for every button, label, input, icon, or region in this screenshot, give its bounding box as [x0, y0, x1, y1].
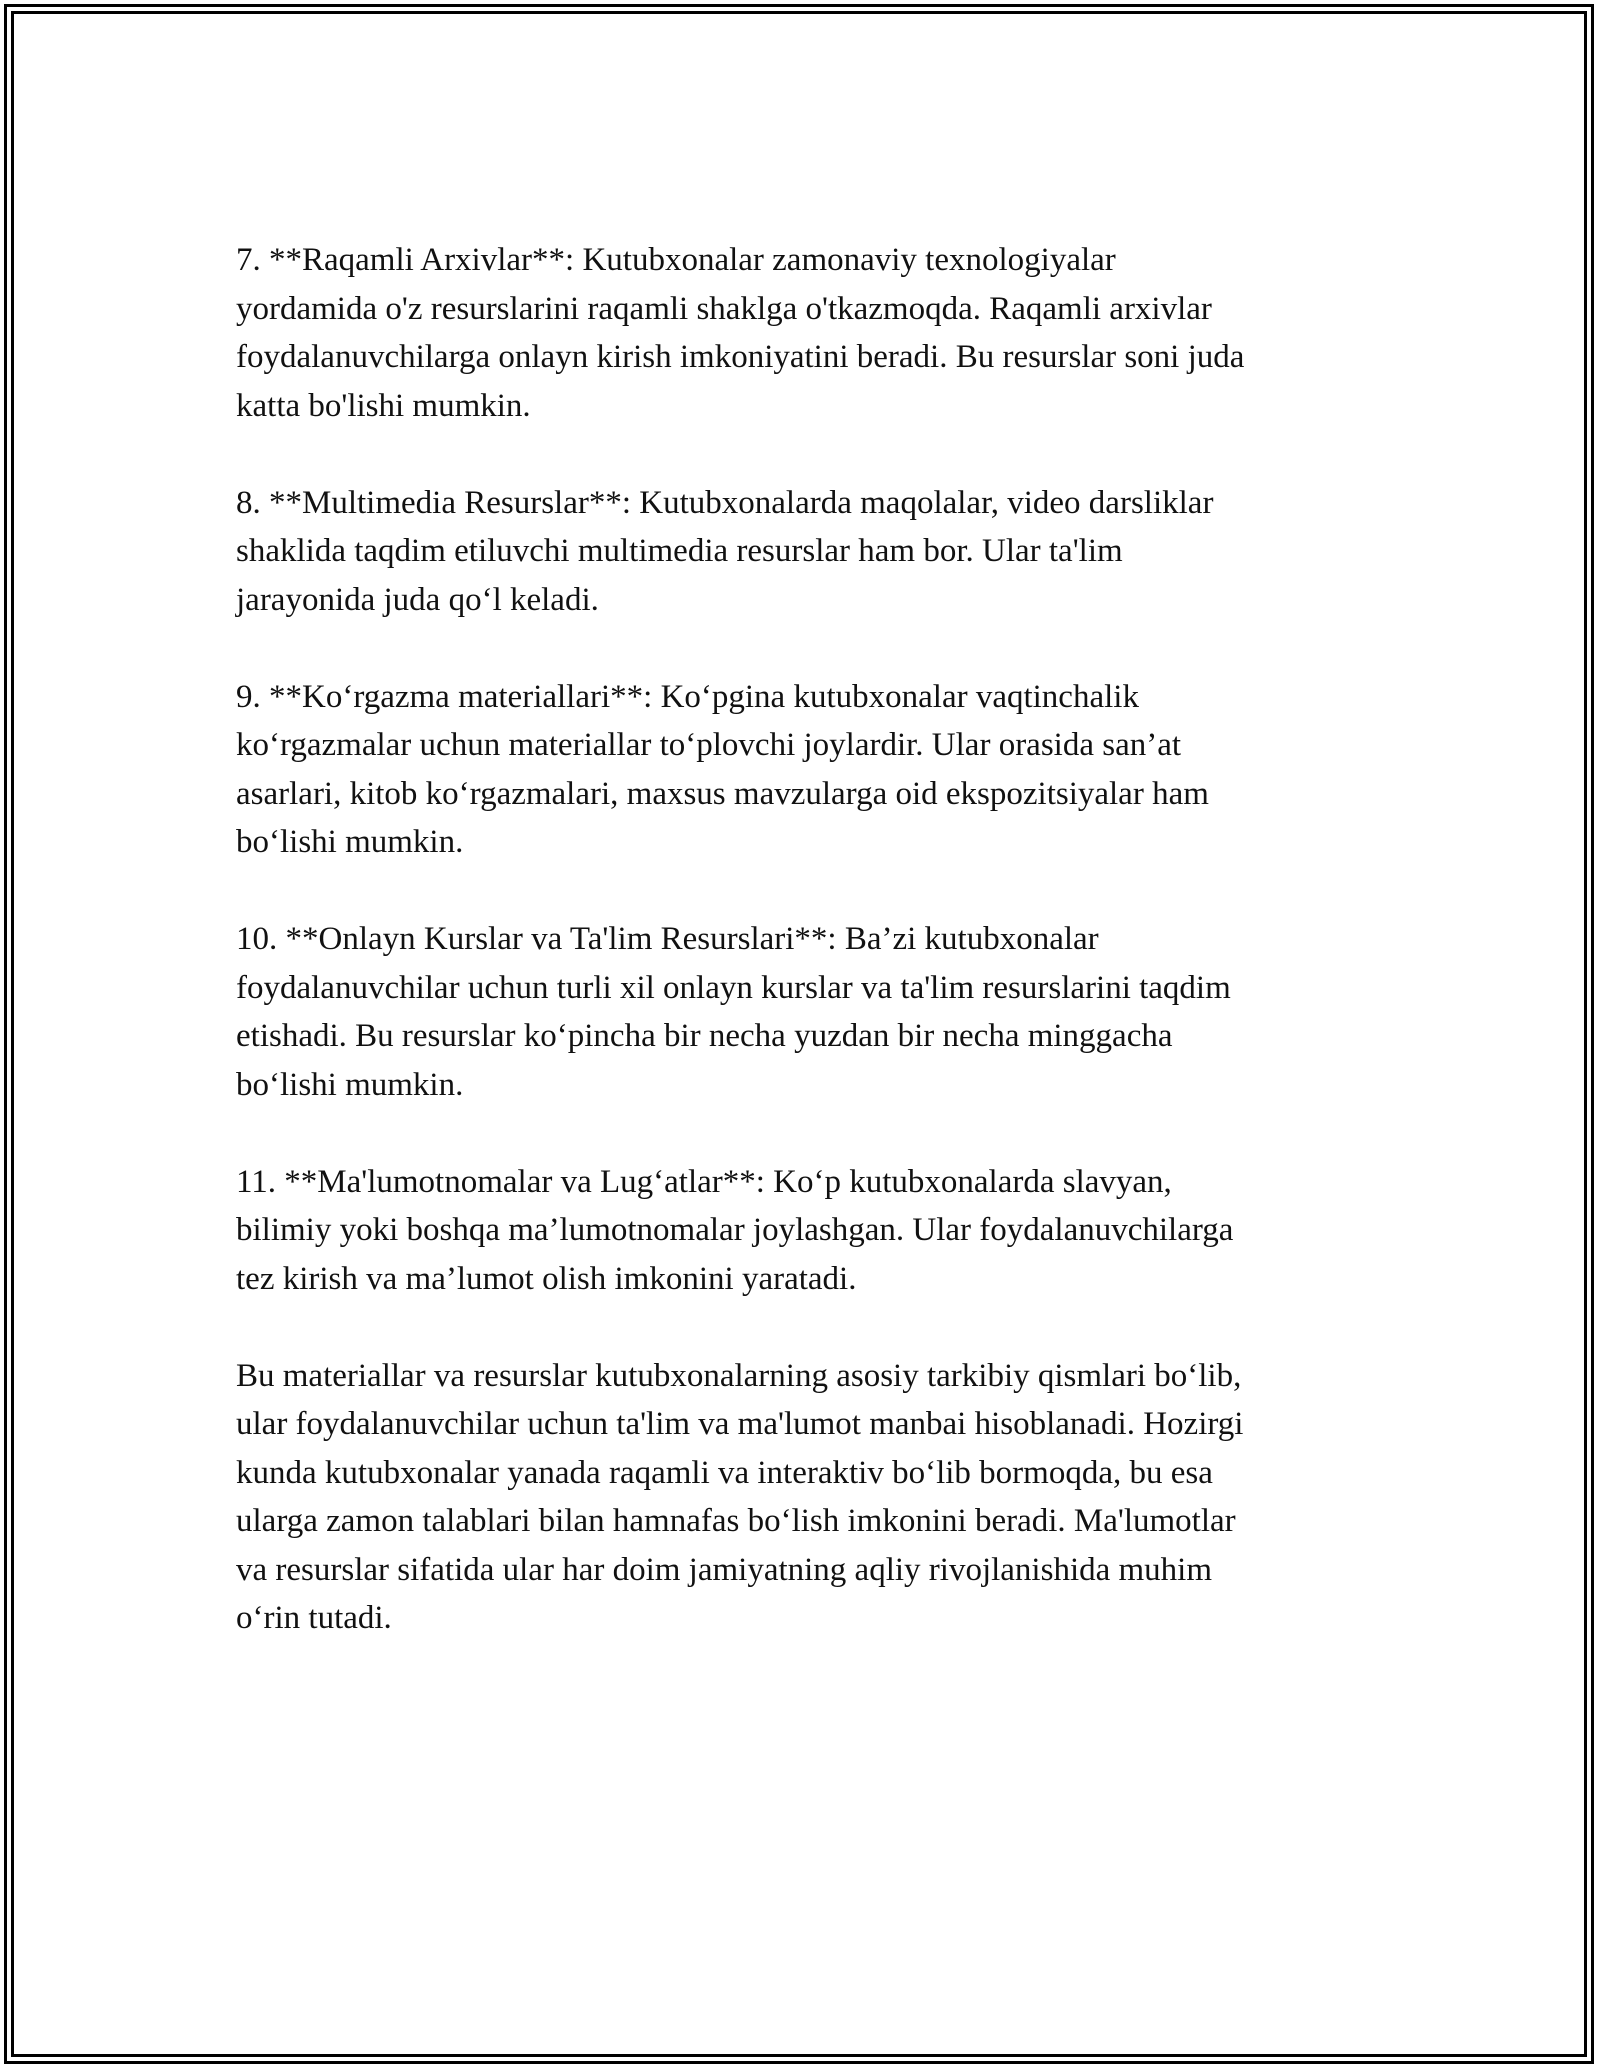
document-body	[236, 236, 1376, 1643]
paragraph-korgazma-materiallari: 9. **Ko‘rgazma materiallari**: Ko‘pgina kutubxonalar vaqtinchalik ko‘rgazmalar uchun materiallar to‘plovchi joylardir. Ular orasida san’at asarlari, kitob ko‘rgazmalari, maxsus mavzularga oid ekspozitsiyalar ham bo‘lishi mumkin.	[236, 678, 1209, 860]
paragraph-raqamli-arxivlar: 7. **Raqamli Arxivlar**: Kutubxonalar zamonaviy texnologiyalar yordamida o'z resurslarini raqamli shaklga o'tkazmoqda. Raqamli arxivlar foydalanuvchilarga onlayn kirish imkoniyatini beradi. Bu resurslar soni juda katta bo'lishi mumkin.	[236, 242, 1245, 424]
paragraph-multimedia-resurslar: 8. **Multimedia Resurslar**: Kutubxonalarda maqolalar, video darsliklar shaklida taqdim etiluvchi multimedia resurslar ham bor. Ular ta'lim jarayonida juda qo‘l keladi.	[236, 484, 1214, 618]
paragraph-conclusion: Bu materiallar va resurslar kutubxonalarning asosiy tarkibiy qismlari bo‘lib, ular foydalanuvchilar uchun ta'lim va ma'lumot manbai hisoblanadi. Hozirgi kunda kutubxonalar yanada raqamli va interaktiv bo‘lib bormoqda, bu esa ularga zamon talablari bilan hamnafas bo‘lish imkonini beradi. Ma'lumotlar va resurslar sifatida ular har doim jamiyatning aqliy rivojlanishida muhim o‘rin tutadi.	[236, 1357, 1244, 1636]
paragraph-malumotnomalar: 11. **Ma'lumotnomalar va Lug‘atlar**: Ko‘p kutubxonalarda slavyan, bilimiy yoki boshqa ma’lumotnomalar joylashgan. Ular foydalanuvchilarga tez kirish va ma’lumot olish imkonini yaratadi.	[236, 1163, 1234, 1297]
paragraph-onlayn-kurslar: 10. **Onlayn Kurslar va Ta'lim Resurslari**: Ba’zi kutubxonalar foydalanuvchilar uchun turli xil onlayn kurslar va ta'lim resurslarini taqdim etishadi. Bu resurslar ko‘pincha bir necha yuzdan bir necha minggacha bo‘lishi mumkin.	[236, 921, 1231, 1103]
